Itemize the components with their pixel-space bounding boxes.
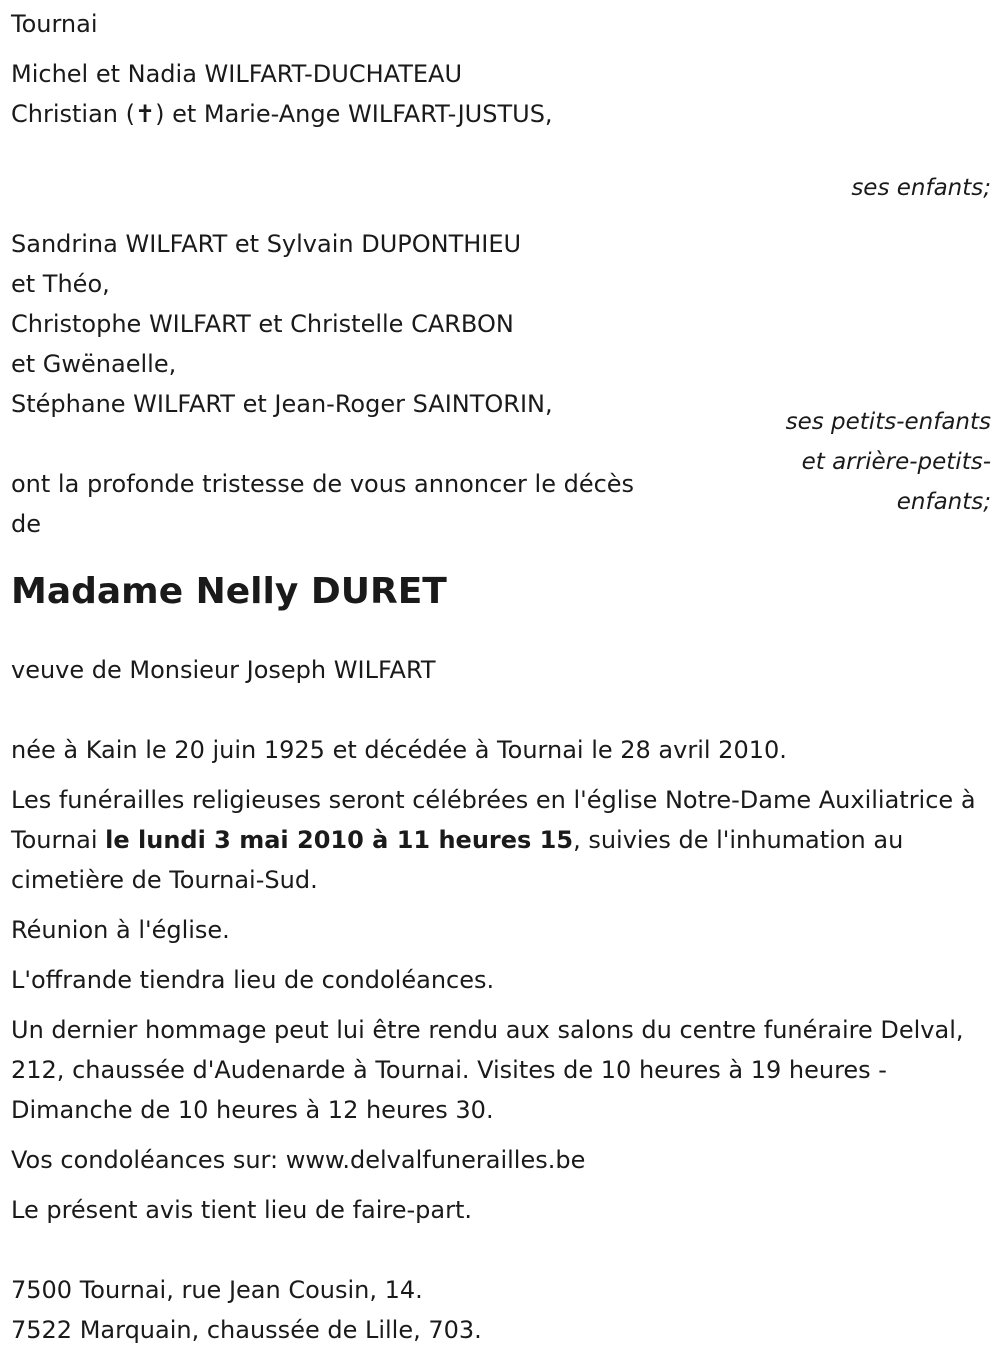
city-heading <box>11 4 991 44</box>
children-section <box>11 54 991 201</box>
condolences-label: Vos condoléances sur: <box>11 1146 286 1174</box>
announcement-line: de <box>11 510 41 538</box>
widow-of <box>11 650 991 690</box>
child-line: Christian (✝) et Marie-Ange WILFART-JUSTUS, <box>11 100 553 128</box>
grandchild-line: et Théo, <box>11 270 110 298</box>
grandchild-line: Stéphane WILFART et Jean-Roger SAINTORIN, <box>11 390 553 418</box>
funeral-text: Les funérailles religieuses seront célébrées en l'église Notre-Dame Auxiliatrice à Tournai <box>11 786 976 854</box>
funeral-date: le lundi 3 mai 2010 à 11 heures 15 <box>105 826 574 854</box>
grandchild-line: Christophe WILFART et Christelle CARBON <box>11 310 514 338</box>
grandchildren-role <box>786 402 991 522</box>
children-role <box>851 168 991 208</box>
role-label: ses petits-enfants <box>785 409 991 435</box>
city-name: Tournai <box>11 10 98 38</box>
role-label: enfants; <box>896 489 991 515</box>
meeting-info: Réunion à l'église. <box>11 916 230 944</box>
notice-info: Le présent avis tient lieu de faire-part. <box>11 1196 473 1224</box>
offering-info: L'offrande tiendra lieu de condoléances. <box>11 966 495 994</box>
birth-death-dates: née à Kain le 20 juin 1925 et décédée à Tournai le 28 avril 2010. <box>11 736 787 764</box>
tribute-info: Un dernier hommage peut lui être rendu aux salons du centre funéraire Delval, 212, chaussée d'Audenarde à Tournai. Visites de 10 heures à 19 heures - Dimanche de 10 heures à 12 heures 30. <box>11 1016 964 1124</box>
grandchild-line: Sandrina WILFART et Sylvain DUPONTHIEU <box>11 230 522 258</box>
condolences-info <box>11 1140 996 1180</box>
announcement-line: ont la profonde tristesse de vous annoncer le décès <box>11 470 635 498</box>
address-line: 7522 Marquain, chaussée de Lille, 703. <box>11 1316 482 1344</box>
condolences-link[interactable]: www.delvalfunerailles.be <box>285 1146 586 1174</box>
grandchild-line: et Gwënaelle, <box>11 350 177 378</box>
funeral-details <box>11 780 996 900</box>
role-label: ses enfants; <box>851 175 991 201</box>
addresses <box>11 1270 991 1350</box>
child-line: Michel et Nadia WILFART-DUCHATEAU <box>11 60 463 88</box>
widow-of-text: veuve de Monsieur Joseph WILFART <box>11 656 436 684</box>
deceased-name: Madame Nelly DURET <box>11 571 447 612</box>
role-label: et arrière-petits- <box>801 449 991 475</box>
obituary-notice <box>11 4 991 1350</box>
address-line: 7500 Tournai, rue Jean Cousin, 14. <box>11 1276 423 1304</box>
funeral-text-end: , suivies de l'inhumation au cimetière de Tournai-Sud. <box>11 826 904 894</box>
